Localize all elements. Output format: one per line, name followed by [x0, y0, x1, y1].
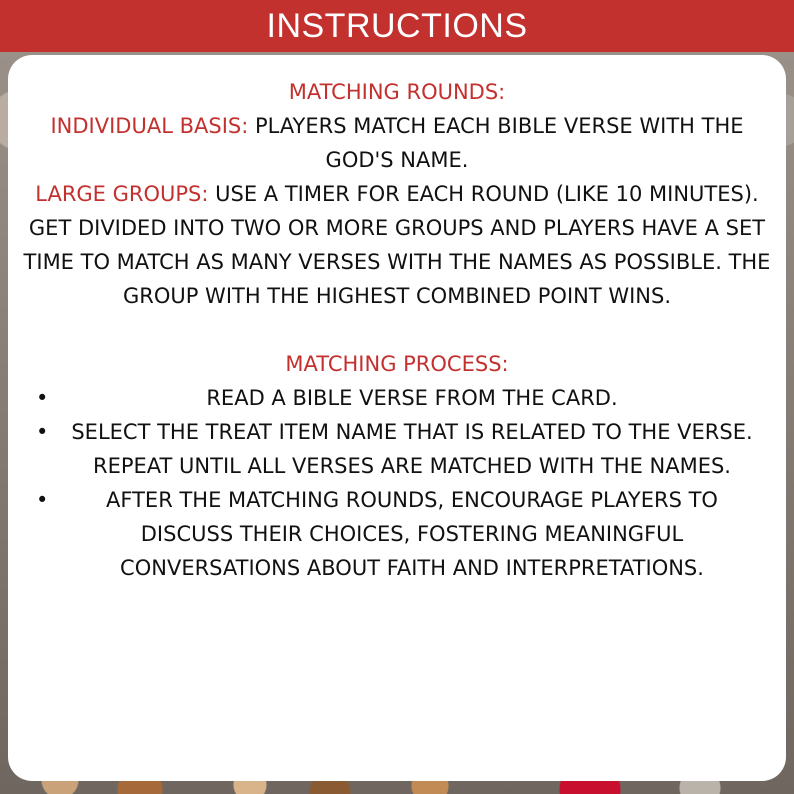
individual-basis-text: PLAYERS MATCH EACH BIBLE VERSE WITH THE GOD'S NAME. — [248, 114, 744, 172]
instructions-content — [8, 75, 786, 585]
matching-process-heading: MATCHING PROCESS: — [285, 352, 509, 376]
list-item: • SELECT THE TREAT ITEM NAME THAT IS RELATED TO THE VERSE. REPEAT UNTIL ALL VERSES ARE MATCHED WITH THE NAMES. — [8, 415, 786, 483]
spacer — [8, 313, 786, 347]
large-groups-paragraph — [8, 177, 786, 313]
individual-basis-label: INDIVIDUAL BASIS: — [50, 114, 249, 138]
list-item: • READ A BIBLE VERSE FROM THE CARD. — [8, 381, 786, 415]
matching-rounds-heading: MATCHING ROUNDS: — [288, 80, 506, 104]
header-bar — [0, 0, 794, 52]
large-groups-text: USE A TIMER FOR EACH ROUND (LIKE 10 MINUTES). GET DIVIDED INTO TWO OR MORE GROUPS AND PLAYERS HAVE A SET TIME TO MATCH AS MANY VERSES WITH THE NAMES AS POSSIBLE. THE GROUP WITH THE HIGHEST COMBINED POINT WINS. — [23, 182, 771, 308]
matching-process-list — [8, 381, 786, 585]
individual-basis-paragraph — [8, 109, 786, 177]
instructions-card — [8, 55, 786, 781]
large-groups-label: LARGE GROUPS: — [35, 182, 209, 206]
list-item: • AFTER THE MATCHING ROUNDS, ENCOURAGE PLAYERS TO DISCUSS THEIR CHOICES, FOSTERING MEANINGFUL CONVERSATIONS ABOUT FAITH AND INTERPRETATIONS. — [8, 483, 786, 585]
page-title: INSTRUCTIONS — [266, 6, 528, 45]
